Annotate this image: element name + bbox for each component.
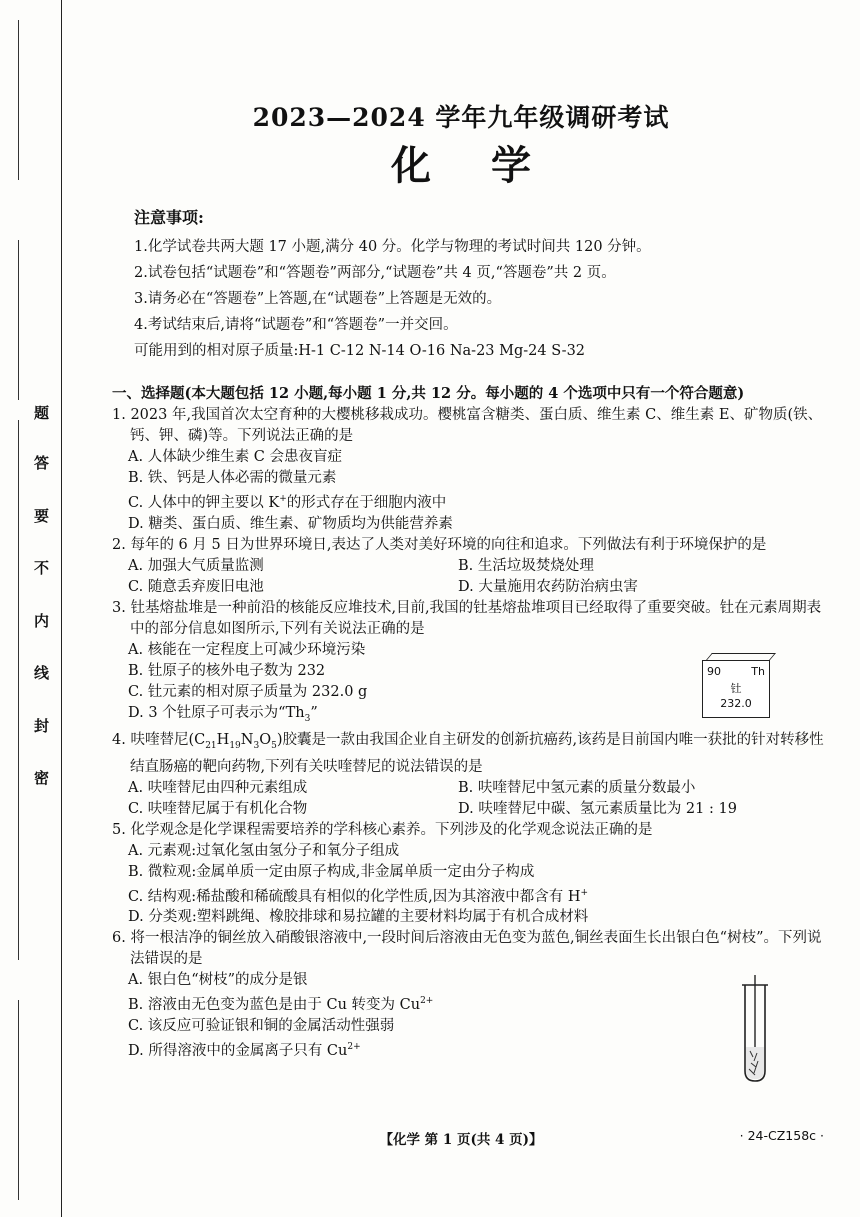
superscript: + (279, 494, 287, 504)
section-choice (112, 383, 832, 1062)
binding-line (18, 420, 19, 960)
option-a: A. 呋喹替尼由四种元素组成 (128, 779, 308, 796)
atomic-mass: 232.0 (720, 697, 752, 710)
paper-code: · 24-CZ158c · (739, 1128, 824, 1143)
superscript: + (580, 887, 589, 898)
option-b: B. 铁、钙是人体必需的微量元素 (128, 470, 337, 486)
option-a: A. 银白色“树枝”的成分是银 (128, 972, 308, 989)
option-c: C. 钍元素的相对原子质量为 232.0 g (128, 683, 368, 700)
atomic-number: 90 (707, 665, 721, 678)
option-b: B. 钍原子的核外电子数为 232 (128, 662, 326, 679)
question-2 (112, 535, 832, 598)
option-c (112, 489, 832, 514)
option-a: A. 核能在一定程度上可减少环境污染 (128, 641, 366, 658)
question-5 (112, 820, 832, 929)
solution (746, 1047, 764, 1079)
option-d: D. 分类观:塑料跳绳、橡胶排球和易拉罐的主要材料均属于有机合成材料 (128, 909, 589, 926)
notice-title: 注意事项: (134, 208, 204, 227)
notice-line: 4.考试结束后,请将“试题卷”和“答题卷”一并交回。 (134, 317, 458, 333)
binding-line (18, 240, 19, 400)
element-name: 钍 (730, 682, 742, 695)
binding-char: 不 (34, 559, 50, 577)
stem-text: N (240, 731, 254, 748)
option-a: A. 人体缺少维生素 C 会患夜盲症 (128, 449, 343, 465)
binding-char: 密 (34, 769, 50, 787)
option-text: C. 结构观:稀盐酸和稀硫酸具有相似的化学性质,因为其溶液中都含有 H (128, 888, 581, 905)
binding-char: 答 (34, 454, 50, 472)
superscript: 2+ (347, 1042, 361, 1053)
option-text: ” (310, 704, 318, 721)
stem-text: H (216, 731, 230, 748)
option-row (112, 799, 832, 820)
page-footer: 【化学 第 1 页(共 4 页)】 (379, 1132, 543, 1148)
subscript: 3 (253, 740, 260, 751)
option-row (112, 778, 832, 799)
binding-char: 封 (34, 717, 50, 735)
binding-char: 题 (34, 404, 50, 422)
option-text: 的形式存在于细胞内液中 (286, 494, 447, 511)
subscript: 19 (229, 740, 241, 751)
question-4 (112, 730, 832, 820)
option-d: D. 呋喹替尼中碳、氢元素质量比为 21 : 19 (458, 800, 737, 817)
question-stem: 5. 化学观念是化学课程需要培养的学科核心素养。下列涉及的化学观念说法正确的是 (112, 821, 653, 838)
question-stem: 2. 每年的 6 月 5 日为世界环境日,表达了人类对美好环境的向往和追求。下列做法有利于环境保护的是 (112, 536, 767, 553)
subscript: 21 (205, 740, 217, 751)
option-c: C. 随意丢弃废旧电池 (128, 578, 264, 595)
option-c (112, 883, 832, 908)
question-stem: 6. 将一根洁净的铜丝放入硝酸银溶液中,一段时间后溶液由无色变为蓝色,铜丝表面生长出银白色“树枝”。下列说法错误的是 (112, 930, 822, 968)
option-row (112, 577, 832, 598)
exam-title: 2023—2024 学年九年级调研考试 (252, 103, 670, 132)
option-b (112, 991, 832, 1016)
question-stem: 1. 2023 年,我国首次太空育种的大樱桃移栽成功。樱桃富含糖类、蛋白质、维生素 C、维生素 E、矿物质(铁、钙、钾、磷)等。下列说法正确的是 (112, 407, 823, 444)
question-1 (112, 405, 832, 535)
subscript: 3 (304, 713, 311, 724)
binding-line (18, 1000, 19, 1200)
option-d: D. 大量施用农药防治病虫害 (458, 578, 638, 595)
binding-char: 要 (34, 507, 50, 525)
superscript: 2+ (420, 996, 434, 1007)
option-text: D. 所得溶液中的金属离子只有 Cu (128, 1043, 348, 1060)
stem-text: 4. 呋喹替尼(C (112, 731, 206, 748)
element-tile (702, 660, 770, 718)
option-a: A. 元素观:过氧化氢由氢分子和氧分子组成 (128, 842, 400, 859)
binding-char: 内 (34, 612, 50, 630)
question-stem (112, 730, 832, 778)
binding-char: 线 (34, 664, 50, 682)
question-stem: 3. 钍基熔盐堆是一种前沿的核能反应堆技术,目前,我国的钍基熔盐堆项目已经取得了重要突破。钍在元素周期表中的部分信息如图所示,下列有关说法正确的是 (112, 599, 822, 637)
atomic-mass-line: 可能用到的相对原子质量:H-1 C-12 N-14 O-16 Na-23 Mg-24 S-32 (134, 343, 586, 359)
option-d: D. 糖类、蛋白质、维生素、矿物质均为供能营养素 (128, 515, 453, 532)
option-a: A. 加强大气质量监测 (128, 557, 264, 574)
element-symbol: Th (751, 665, 765, 678)
binding-margin (0, 0, 62, 1217)
section-heading: 一、选择题(本大题包括 12 小题,每小题 1 分,共 12 分。每小题的 4 个选项中只有一个符合题意) (112, 385, 745, 402)
notice-line: 1.化学试卷共两大题 17 小题,满分 40 分。化学与物理的考试时间共 120 分钟。 (134, 239, 651, 255)
option-text: C. 人体中的钾主要以 K (128, 494, 280, 511)
notice-block (134, 205, 834, 364)
stem-text: )胶囊是一款由我国企业自主研发的创新抗癌药,该药是目前国内唯一获批的针对转移性结直肠癌的靶向药物,下列有关呋喹替尼的说法错误的是 (130, 731, 824, 775)
option-text: B. 溶液由无色变为蓝色是由于 Cu 转变为 Cu (128, 997, 421, 1014)
option-c: C. 呋喹替尼属于有机化合物 (128, 800, 308, 817)
option-text: D. 3 个钍原子可表示为“Th (128, 704, 305, 721)
notice-line: 3.请务必在“答题卷”上答题,在“试题卷”上答题是无效的。 (134, 291, 502, 307)
notice-line: 2.试卷包括“试题卷”和“答题卷”两部分,“试题卷”共 4 页,“答题卷”共 2 页。 (134, 265, 616, 281)
option-row (112, 556, 832, 577)
option-d (112, 1037, 832, 1062)
subscript: 5 (271, 740, 277, 751)
option-b: B. 微粒观:金属单质一定由原子构成,非金属单质一定由分子构成 (128, 863, 535, 880)
test-tube-figure (740, 975, 770, 1085)
binding-line (18, 20, 19, 180)
question-6 (112, 928, 832, 1062)
option-c: C. 该反应可验证银和铜的金属活动性强弱 (128, 1018, 395, 1035)
stem-text: O (259, 731, 272, 748)
subject-title: 化学 (391, 142, 591, 189)
option-b: B. 生活垃圾焚烧处理 (458, 557, 594, 574)
option-b: B. 呋喹替尼中氢元素的质量分数最小 (458, 779, 696, 796)
